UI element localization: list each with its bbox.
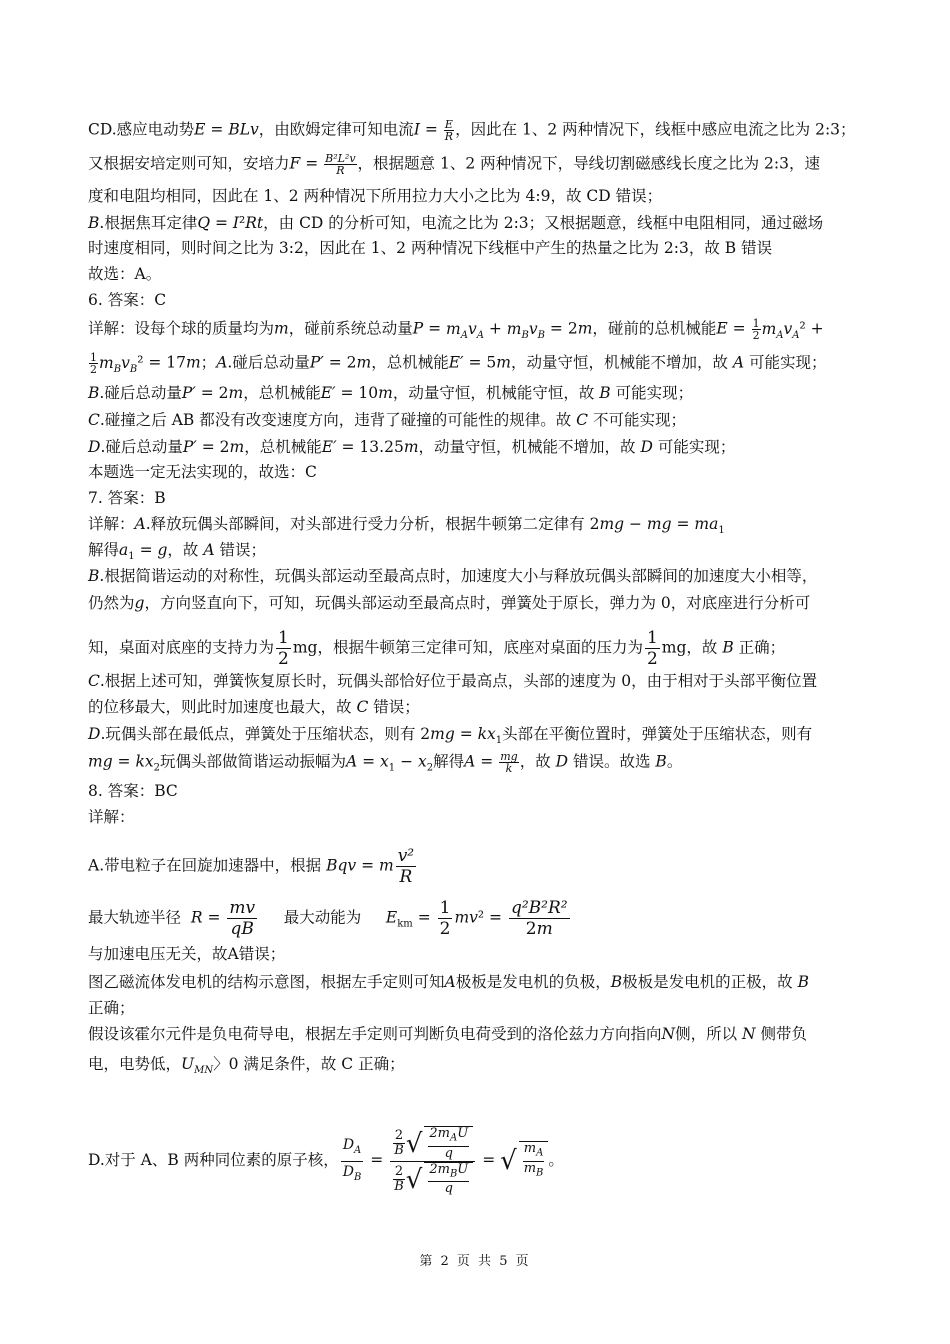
answer-heading: 7. 答案：B — [88, 489, 166, 507]
page-footer: 第 2 页 共 5 页 — [419, 1254, 531, 1269]
text-line: 度和电阻均相同，因此在 1、2 两种情况下所用拉力大小之比为 4:9，故 CD 错误； — [88, 187, 663, 205]
text-line: 本题选一定无法实现的，故选：C — [88, 463, 317, 481]
text-line: CD.感应电动势E = BLv，由欧姆定律可知电流I = $\frac{E}{R}$ ，因此在 1、2 两种情况下，线框中感应电流之比为 2:3； — [88, 118, 856, 143]
text-line: $\frac{1}{2}$ $m_Bv_B^2 = 17m$；A.碰后总动量P′ = 2m，总机械能E′ = 5m，动量守恒，机械能不增加，故 A 可能实现； — [90, 351, 827, 376]
text-line: D.玩偶头部在最低点，弹簧处于压缩状态，则有 $2mg = kx_1$头部在平衡位置时，弹簧处于压缩状态，则有 — [88, 725, 813, 747]
text-line: 故选：A。 — [88, 265, 162, 283]
text-line: 又根据安培定则可知，安培力F = $\frac{\text{B²L²v}}{R}$ ，根据题意 1、2 两种情况下，导线切割磁感线长度之比为 2:3，速 — [88, 152, 820, 177]
text-line: 解得$a_1 = g$，故 A 错误； — [88, 541, 266, 563]
text-line: 详解：设每个球的质量均为m，碰前系统总动量$P = m_Av_A + m_Bv_B = 2m$，碰前的总机械能E = $\frac{1}{2}$ $m_Av_A^2$ + — [88, 317, 824, 342]
text-line: B.碰后总动量P′ = 2m，总机械能E′ = 10m，动量守恒，机械能守恒，故 B 可能实现； — [88, 384, 694, 402]
text-line: 时速度相同，则时间之比为 3:2，因此在 1、2 两种情况下线框中产生的热量之比为 2:3，故 B 错误 — [88, 239, 773, 257]
text-line: 图乙磁流体发电机的结构示意图，根据左手定则可知A极板是发电机的负极，B极板是发电机的正极，故 B — [88, 973, 809, 991]
text-line: 电，电势低，$U_{MN}$〉0 满足条件，故 C 正确； — [88, 1055, 405, 1077]
answer-heading: 6. 答案：C — [88, 291, 167, 309]
text-line: 最大轨迹半径 R = $\frac{mv}{qB}$ 最大动能为 $E_{km}$ = $\frac{1}{2}$ mv² = $\frac{\text{q²B²R²}}{2m}$ — [88, 898, 568, 939]
text-line: 知，桌面对底座的支持力为 $\frac{1}{2}$ mg，根据牛顿第三定律可知，底座对桌面的压力为 $\frac{1}{2}$ mg，故 B 正确； — [88, 628, 786, 669]
text-line: 与加速电压无关，故A错误； — [88, 945, 286, 963]
text-line: 假设该霍尔元件是负电荷导电，根据左手定则可判断负电荷受到的洛伦兹力方向指向N侧，所以 N 侧带负 — [88, 1025, 808, 1043]
text-line: C.碰撞之后 AB 都没有改变速度方向，违背了碰撞的可能性的规律。故 C 不可能实现； — [88, 411, 686, 429]
answer-heading: 8. 答案：BC — [88, 782, 178, 800]
text-line: B.根据焦耳定律Q = I²Rt，由 CD 的分析可知，电流之比为 2:3；又根据题意，线框中电阻相同，通过磁场 — [88, 214, 824, 232]
text-line: 详解：A.释放玩偶头部瞬间，对头部进行受力分析，根据牛顿第二定律有 2mg − mg = $ma_1$ — [88, 515, 725, 537]
text-line: C.根据上述可知，弹簧恢复原长时，玩偶头部恰好位于最高点，头部的速度为 0，由于相对于头部平衡位置 — [88, 672, 818, 690]
text-line: 仍然为g，方向竖直向下，可知，玩偶头部运动至最高点时，弹簧处于原长，弹力为 0，对底座进行分析可 — [88, 594, 811, 612]
text-line: D.碰后总动量P′ = 2m，总机械能E′ = 13.25m，动量守恒，机械能不增加，故 D 可能实现； — [88, 438, 736, 456]
text-line: 详解： — [88, 808, 135, 826]
text-line: B.根据简谐运动的对称性，玩偶头部运动至最高点时，加速度大小与释放玩偶头部瞬间的加速度大小相等， — [88, 567, 818, 585]
text-line: A.带电粒子在回旋加速器中，根据 Bqv = m $\frac{\text{v²}}{R}$ — [88, 846, 415, 887]
text-line: 正确； — [88, 999, 135, 1017]
text-line: D.对于 A、B 两种同位素的原子核， $\frac{D_A}{D_B}$ = $\frac{2}{B}$ √ $\frac{2m_AU}{q}$ $\frac{2}{B}$ √ $\frac{2m_BU}{q}$ = √ $\frac{m_A}{m_B}$ 。 — [88, 1126, 564, 1197]
text-line: mg = $kx_2$玩偶头部做简谐运动振幅为$A = x_1 - x_2$解得A = $\frac{mg}{k}$ ，故 D 错误。故选 B。 — [88, 750, 683, 775]
text-line: 的位移最大，则此时加速度也最大，故 C 错误； — [88, 698, 420, 716]
